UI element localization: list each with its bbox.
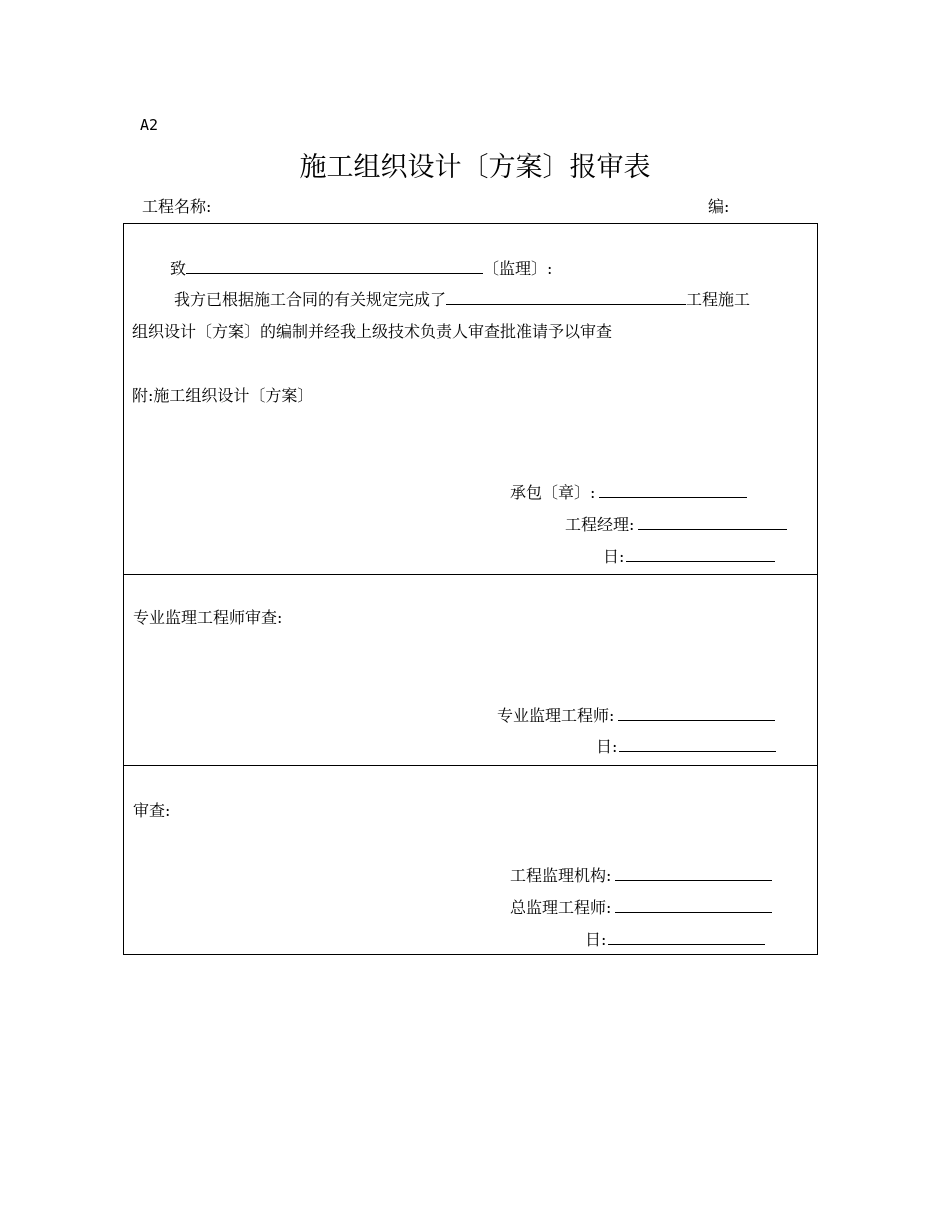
page-title: 施工组织设计〔方案〕报审表 xyxy=(299,152,651,183)
engineer-review-heading: 专业监理工程师审查: xyxy=(133,608,283,627)
chief-row xyxy=(510,897,772,918)
contractor-row xyxy=(510,482,747,503)
approval-form-table xyxy=(123,223,818,955)
addressee-line xyxy=(170,258,552,279)
form-code: A2 xyxy=(140,116,159,134)
project-field[interactable] xyxy=(446,289,686,305)
chief-field[interactable] xyxy=(615,897,772,913)
agency-row xyxy=(510,865,772,886)
chief-label: 总监理工程师: xyxy=(510,898,612,917)
project-manager-row xyxy=(565,514,787,535)
date-label: 日: xyxy=(596,737,618,756)
date-label: 日: xyxy=(603,547,625,566)
body-line-2: 组织设计〔方案〕的编制并经我上级技术负责人审查批准请予以审查 xyxy=(132,322,613,341)
chief-review-heading: 审查: xyxy=(133,801,171,820)
project-manager-label: 工程经理: xyxy=(565,515,635,534)
engineer-review-section xyxy=(124,575,817,766)
to-prefix: 致 xyxy=(170,259,187,278)
attachment-note: 附:施工组织设计〔方案〕 xyxy=(132,386,314,405)
date-label: 日: xyxy=(585,930,607,949)
engineer-field[interactable] xyxy=(618,705,775,721)
number-label: 编: xyxy=(708,197,730,216)
date-field-2[interactable] xyxy=(619,736,776,752)
engineer-label: 专业监理工程师: xyxy=(497,706,615,725)
project-manager-field[interactable] xyxy=(638,514,787,530)
agency-label: 工程监理机构: xyxy=(510,866,612,885)
contractor-field[interactable] xyxy=(599,482,747,498)
engineer-row xyxy=(497,705,775,726)
submission-section xyxy=(124,224,817,575)
body-line-1 xyxy=(174,289,750,310)
date-row-2 xyxy=(596,736,776,757)
date-field-1[interactable] xyxy=(626,546,775,562)
body-suffix: 工程施工 xyxy=(686,290,751,309)
date-field-3[interactable] xyxy=(608,929,765,945)
project-name-label: 工程名称: xyxy=(142,197,212,216)
agency-field[interactable] xyxy=(615,865,772,881)
chief-review-section xyxy=(124,766,817,955)
body-prefix: 我方已根据施工合同的有关规定完成了 xyxy=(174,290,447,309)
contractor-label: 承包〔章〕: xyxy=(510,483,596,502)
date-row-3 xyxy=(585,929,765,950)
date-row-1 xyxy=(603,546,775,567)
to-suffix: 〔监理〕: xyxy=(483,259,553,278)
supervisor-name-field[interactable] xyxy=(186,258,483,274)
